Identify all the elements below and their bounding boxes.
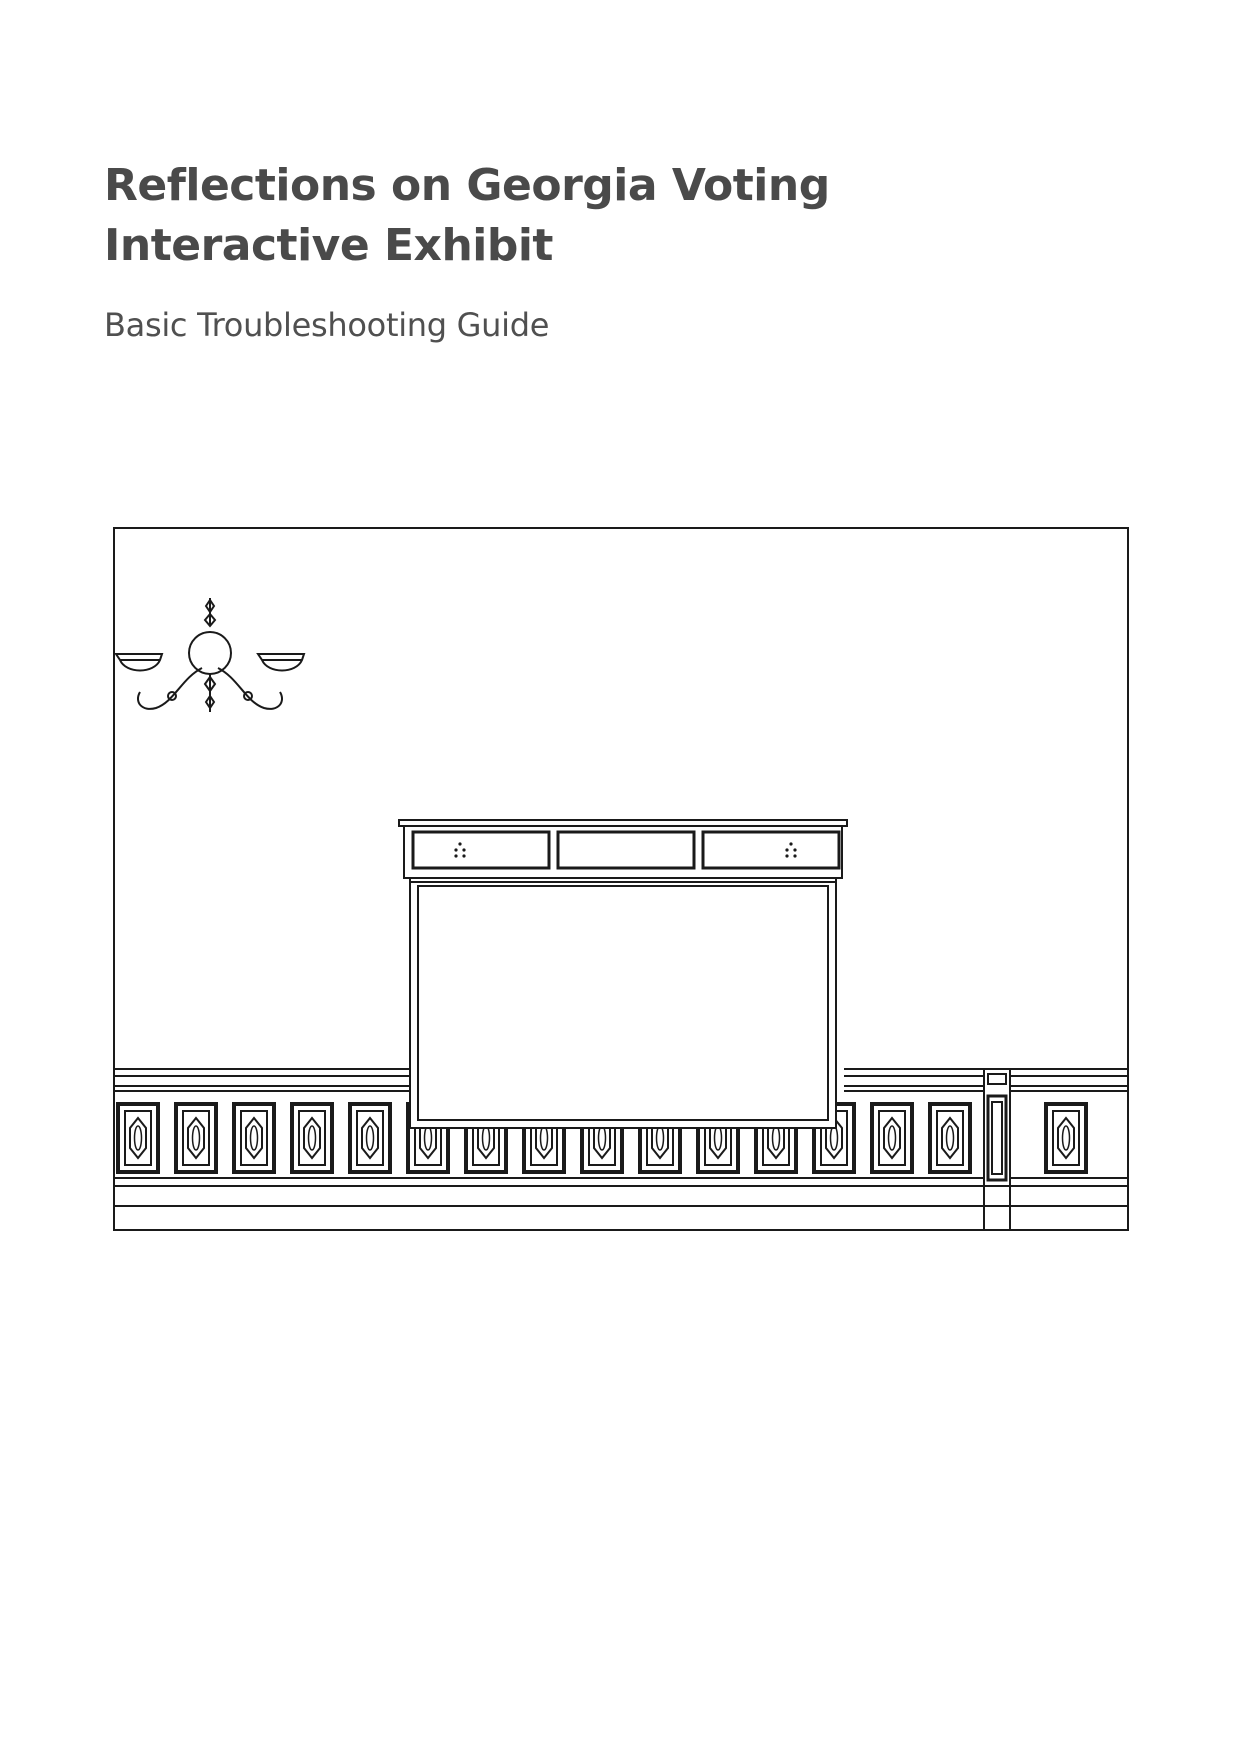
title-line-1: Reflections on Georgia Voting <box>104 160 830 211</box>
wainscot-panel <box>350 1104 390 1172</box>
display-screen-unit <box>399 820 847 1128</box>
wainscot-panel <box>1046 1104 1086 1172</box>
document-title <box>104 156 1104 276</box>
wall-sconce <box>116 598 304 712</box>
wainscot-panel <box>872 1104 912 1172</box>
wainscot-panel <box>930 1104 970 1172</box>
wainscot-panel <box>118 1104 158 1172</box>
exhibit-wall-illustration <box>112 526 1132 1232</box>
wainscot-panel <box>176 1104 216 1172</box>
pilaster <box>984 1069 1010 1230</box>
title-line-2: Interactive Exhibit <box>104 220 553 271</box>
wainscot-panel <box>234 1104 274 1172</box>
document-subtitle: Basic Troubleshooting Guide <box>104 306 550 344</box>
wainscot-panel <box>292 1104 332 1172</box>
